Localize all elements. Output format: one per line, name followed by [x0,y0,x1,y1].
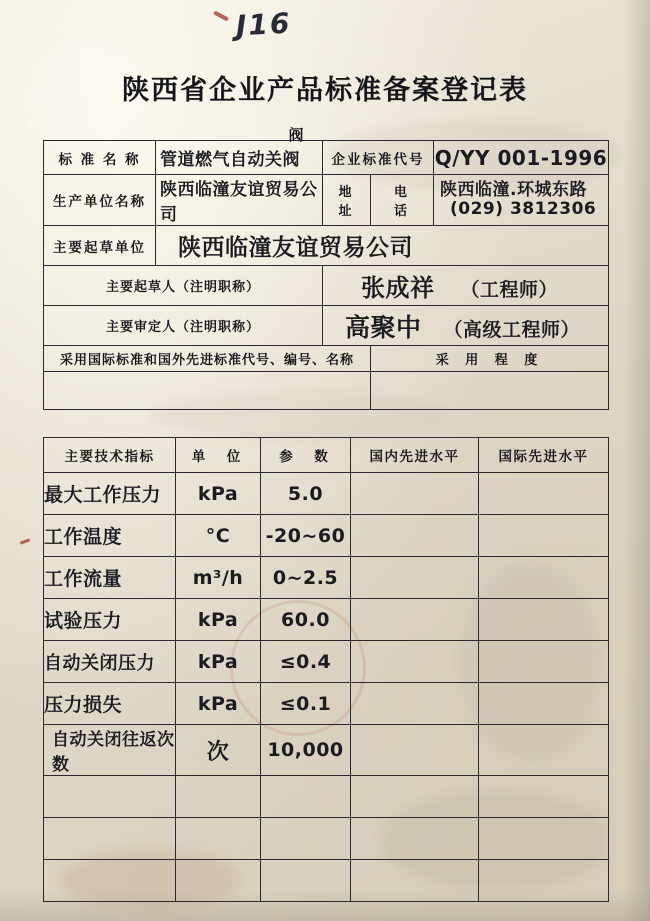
page-edge-shadow [624,0,650,921]
tech-indicator: 工作流量 [44,557,176,599]
adoption-degree-label: 采 用 程 度 [371,346,609,372]
tech-param [261,818,351,860]
tech-domestic [351,860,479,902]
address-phone-cell [434,175,609,226]
tech-unit [176,860,261,902]
standard-name-label: 标 准 名 称 [44,141,156,175]
tech-unit: kPa [176,473,261,515]
phone-value: (029) 3812306 [450,199,597,219]
adoption-degree-value [371,372,609,410]
table-row [44,515,609,557]
tech-indicator: 自动关闭往返次数 [44,725,176,776]
producer-label: 生产单位名称 [44,175,156,226]
tech-header-indicator: 主要技术指标 [44,438,176,473]
table-row [44,372,609,410]
tech-international [479,599,609,641]
tech-param: 5.0 [261,473,351,515]
tech-unit [176,818,261,860]
producer-value: 陕西临潼友谊贸易公司 [156,175,323,226]
tech-param: -20~60 [261,515,351,557]
tech-unit: kPa [176,683,261,725]
table-row [44,346,609,372]
table-row [44,141,609,175]
tech-indicator [44,860,176,902]
red-pen-mark [20,538,30,544]
tech-domestic [351,515,479,557]
tech-unit: m³/h [176,557,261,599]
main-drafter-value: 张成祥 [361,274,435,302]
standard-name-value: 管道燃气自动关阀 [160,150,300,170]
main-drafter-cell [323,266,609,306]
enterprise-code-value: Q/YY 001-1996 [434,141,609,175]
registration-form-table [43,126,609,410]
table-row [44,175,609,226]
tech-indicator [44,818,176,860]
table-row [44,473,609,515]
standard-name-cell [156,126,323,175]
tech-param: ≤0.4 [261,641,351,683]
tech-domestic [351,641,479,683]
table-row [44,725,609,776]
tech-unit: °C [176,515,261,557]
tech-domestic [351,683,479,725]
tech-unit: kPa [176,641,261,683]
tech-param: 60.0 [261,599,351,641]
main-approver-label: 主要审定人（注明职称） [44,306,323,346]
address-label: 地 址 [323,175,371,226]
tech-table-header-row [44,438,609,473]
tech-international [479,515,609,557]
tech-domestic [351,776,479,818]
tech-unit: 次 [176,725,261,776]
phone-label: 电 话 [371,175,434,226]
tech-unit: kPa [176,599,261,641]
tech-param [261,860,351,902]
handwritten-archive-code: J16 [235,6,293,43]
tech-indicator: 最大工作压力 [44,473,176,515]
tech-domestic [351,557,479,599]
intl-standard-value [44,372,371,410]
tech-international [479,641,609,683]
main-drafter-unit-value: 陕西临潼友谊贸易公司 [156,226,609,266]
tech-indicator: 压力损失 [44,683,176,725]
intl-standard-label: 采用国际标准和国外先进标准代号、编号、名称 [44,346,371,372]
main-drafter-title: （工程师） [460,279,559,301]
table-row [44,683,609,725]
tech-param: ≤0.1 [261,683,351,725]
technical-indicators-table [43,437,609,902]
tech-international [479,818,609,860]
main-drafter-unit-label: 主要起草单位 [44,226,156,266]
table-row [44,266,609,306]
tech-international [479,860,609,902]
tech-indicator: 工作温度 [44,515,176,557]
table-row [44,860,609,902]
tech-param: 10,000 [261,725,351,776]
tech-header-international: 国际先进水平 [479,438,609,473]
main-approver-title: （高级工程师） [443,318,581,341]
tech-indicator: 自动关闭压力 [44,641,176,683]
tech-international [479,683,609,725]
tech-param: 0~2.5 [261,557,351,599]
tech-indicator: 试验压力 [44,599,176,641]
tech-international [479,473,609,515]
table-row [44,557,609,599]
table-row [44,776,609,818]
tech-domestic [351,818,479,860]
tech-international [479,557,609,599]
tech-param [261,776,351,818]
standard-name-annotation: 阀 [288,126,304,144]
red-pen-mark [213,10,229,21]
enterprise-code-label: 企业标准代号 [323,141,434,175]
tech-domestic [351,725,479,776]
table-row [44,641,609,683]
table-row [44,599,609,641]
tech-domestic [351,473,479,515]
table-row [44,818,609,860]
tech-indicator [44,776,176,818]
page-title: 陕西省企业产品标准备案登记表 [122,75,528,106]
tech-header-domestic: 国内先进水平 [351,438,479,473]
tech-header-param: 参 数 [261,438,351,473]
table-row [44,306,609,346]
tech-unit [176,776,261,818]
tech-header-unit: 单 位 [176,438,261,473]
tech-international [479,725,609,776]
main-drafter-label: 主要起草人（注明职称） [44,266,323,306]
main-approver-value: 高聚中 [345,312,422,342]
table-row [44,226,609,266]
tech-international [479,776,609,818]
main-approver-cell [323,306,609,346]
tech-domestic [351,599,479,641]
address-value: 陕西临潼.环城东路 [440,180,587,201]
